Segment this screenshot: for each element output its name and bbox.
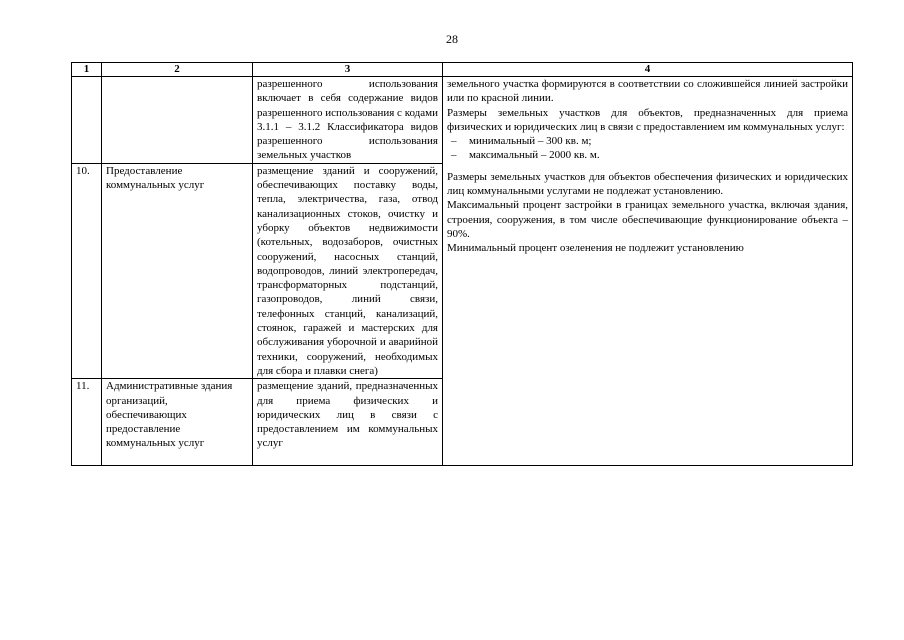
- param-text-2: Размеры земельных участков для объектов, предназначенных для приема физических и юридических лиц в связи с предоставлением им коммунальных услуг:: [447, 106, 848, 133]
- param-size-max: – максимальный – 2000 кв. м.: [447, 148, 848, 162]
- column-header-1: 1: [72, 63, 102, 77]
- parameters-cell: [443, 77, 853, 466]
- param-size-list: [447, 134, 848, 163]
- use-description-text: размещение зданий, предназначенных для приема физических и юридических лиц в связи с предоставлением им коммунальных услуг: [257, 380, 438, 450]
- param-text-5: Минимальный процент озеленения не подлежит установлению: [447, 242, 744, 255]
- column-header-2: 2: [102, 63, 253, 77]
- param-size-min: – минимальный – 300 кв. м;: [447, 134, 848, 148]
- row-number: 11.: [72, 379, 102, 466]
- page-number: 28: [446, 32, 458, 46]
- use-description: [253, 379, 443, 466]
- column-header-4: 4: [443, 63, 853, 77]
- use-name: Предоставление коммунальных услуг: [102, 163, 253, 378]
- document-table: [71, 62, 853, 466]
- table-row-continuation: [72, 77, 853, 164]
- use-description-text: разрешенного использования включает в себя содержание видов разрешенного использования с кодами 3.1.1 – 3.1.2 Классификатора видов разрешенного использования земельных участков: [257, 78, 438, 162]
- param-text-3: Размеры земельных участков для объектов обеспечения физических и юридических лиц коммунальными услугами не подлежат установлению.: [447, 170, 848, 198]
- table-header-row: [72, 63, 853, 77]
- use-name: [102, 77, 253, 164]
- use-description-text: размещение зданий и сооружений, обеспечивающих поставку воды, тепла, электричества, газа, отвод канализационных стоков, очистку и уборку объектов недвижимости (котельных, водозаборов, очистных сооружений, насосных станций, водопроводов, линий электропередач, трансформаторных подстанций, газопроводов, линий связи, телефонных станций, канализаций, стоянок, гаражей и мастерских для обслуживания уборочной и аварийной техники, сооружений, необходимых для сбора и плавки снега): [257, 164, 438, 377]
- column-header-3: 3: [253, 63, 443, 77]
- use-description: [253, 163, 443, 378]
- param-text-4: Максимальный процент застройки в границах земельного участка, включая здания, строения, сооружения, в том числе обеспечивающие функционирование объекта – 90%.: [447, 199, 848, 240]
- use-description: [253, 77, 443, 164]
- row-number: [72, 77, 102, 164]
- param-text-1: земельного участка формируются в соответствии со сложившейся линией застройки или по красной линии.: [447, 78, 848, 105]
- use-name: Административные здания организаций, обеспечивающих предоставление коммунальных услуг: [102, 379, 253, 466]
- row-number: 10.: [72, 163, 102, 378]
